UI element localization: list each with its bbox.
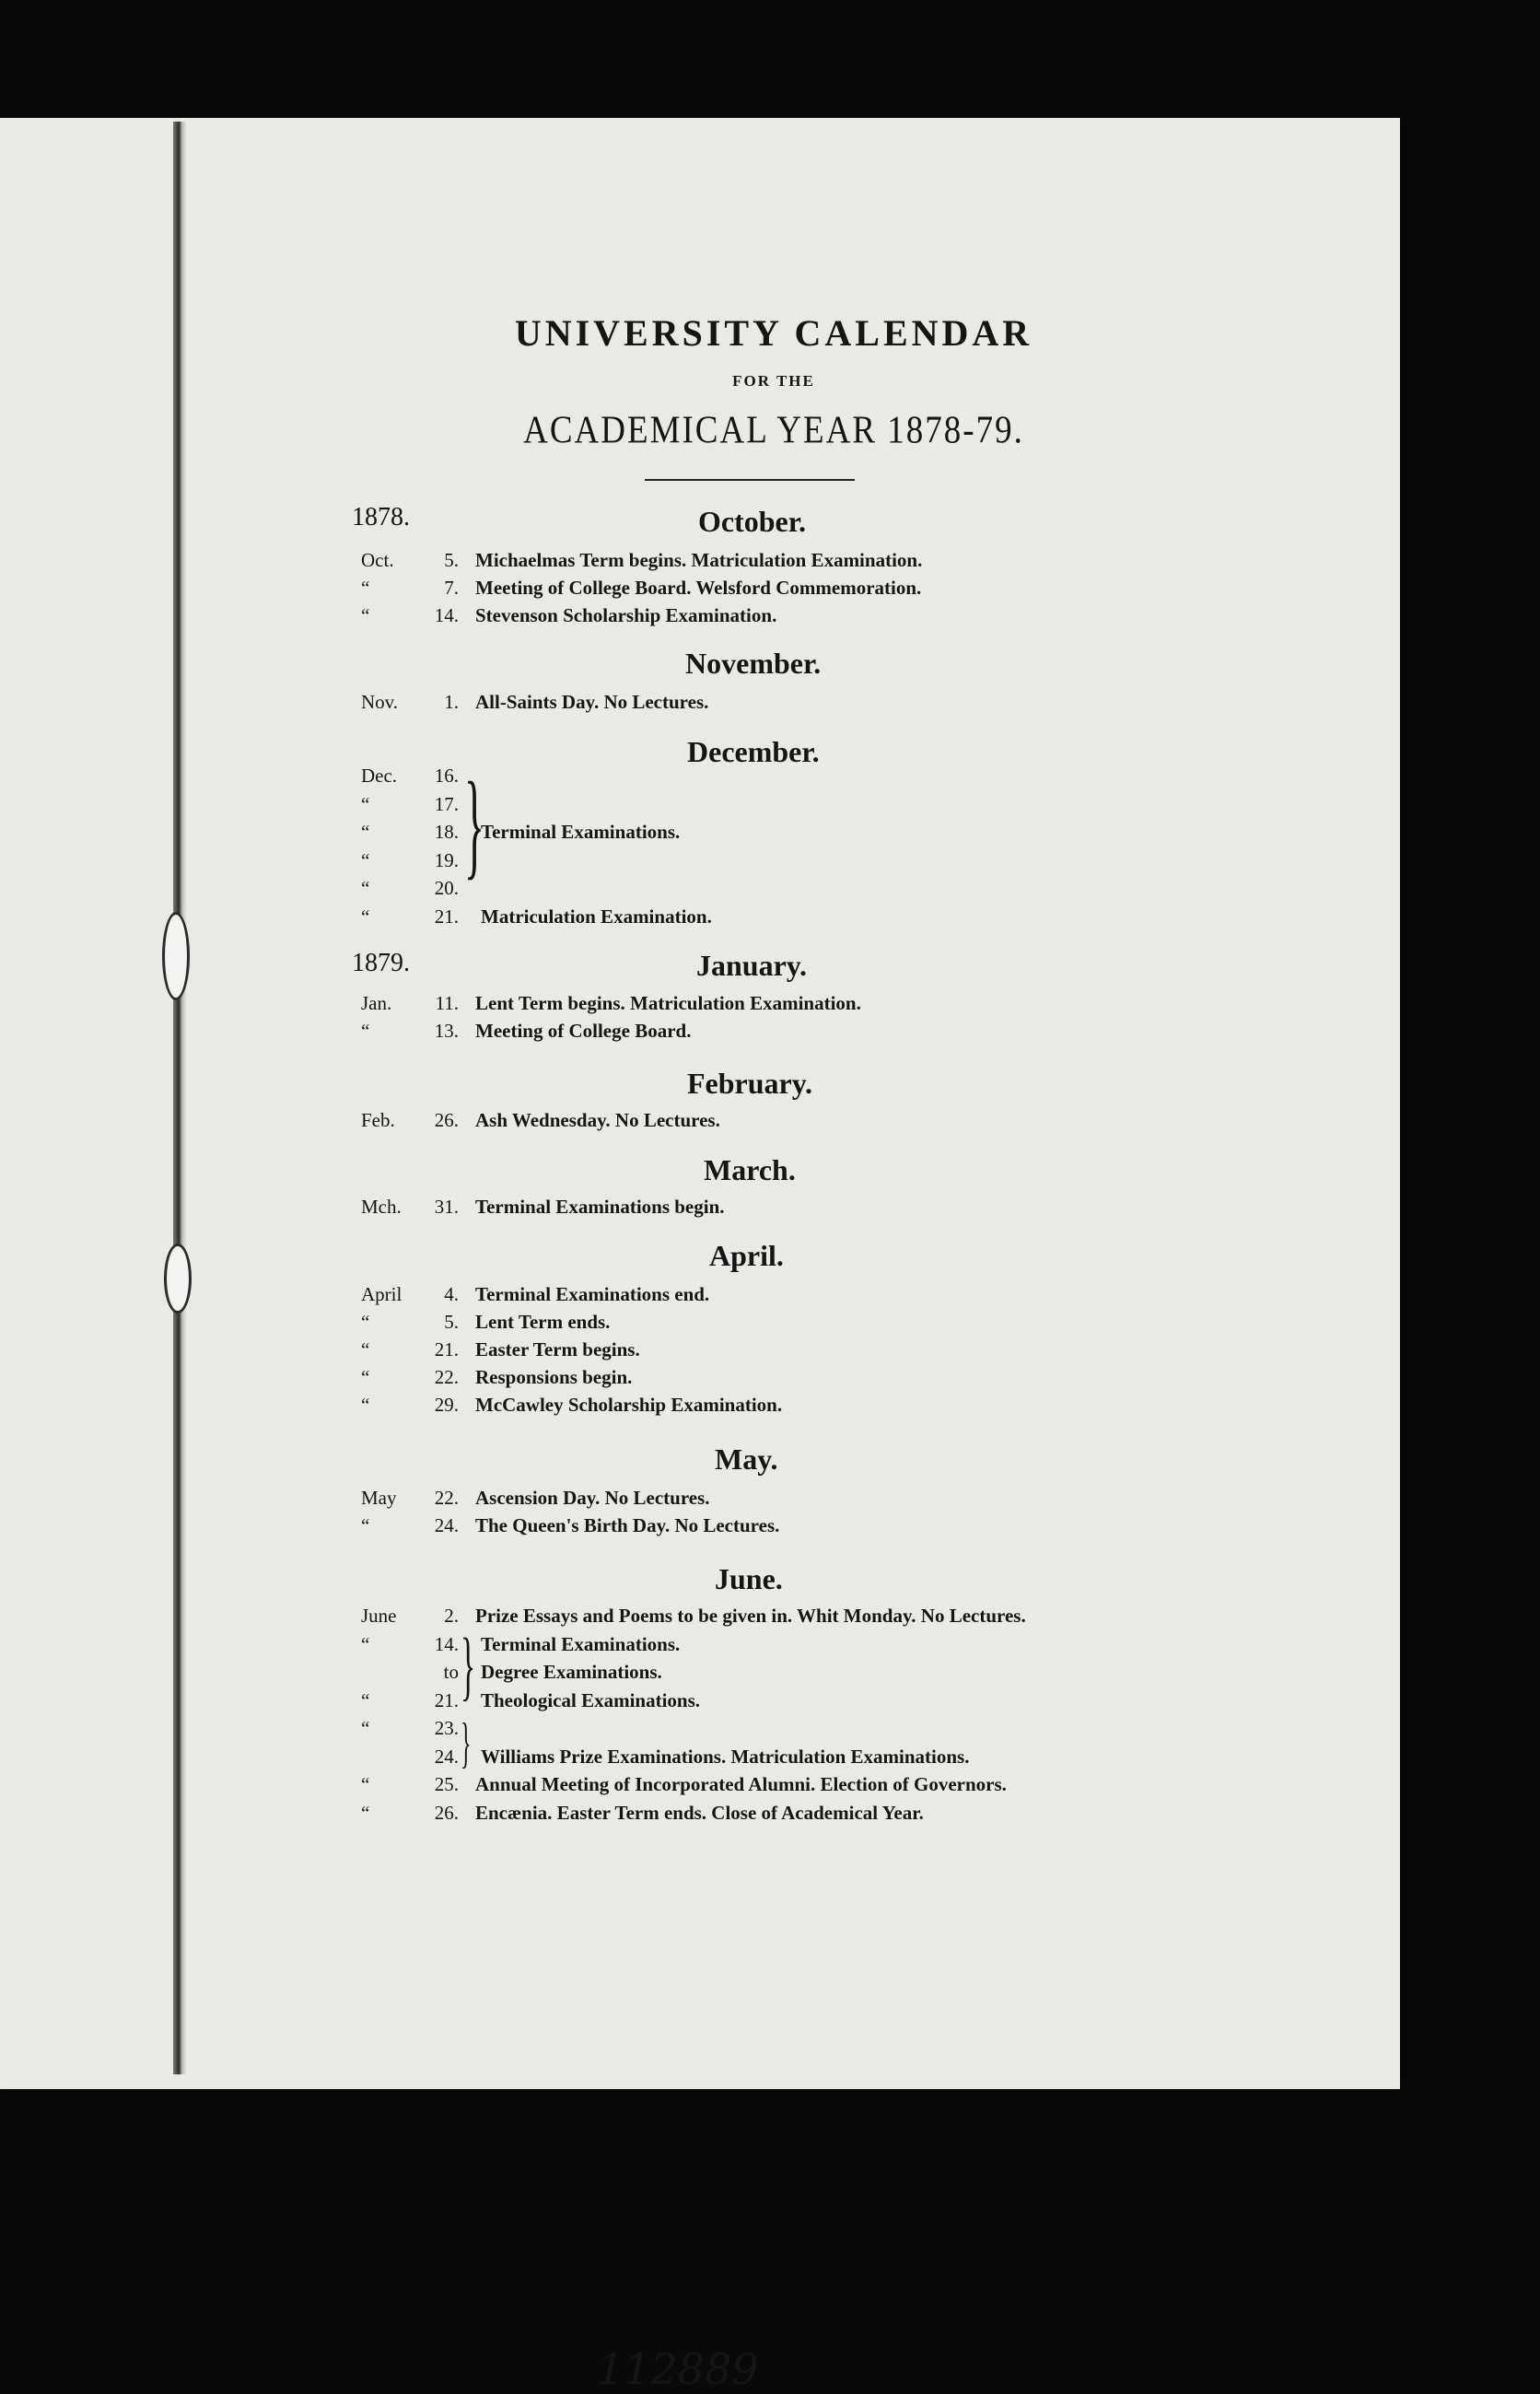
entry-day: 31. <box>434 1196 459 1218</box>
entry-day: 18. <box>434 821 459 843</box>
entry-month: “ <box>361 1801 370 1824</box>
june-brace-14-21: } <box>461 1623 476 1709</box>
entry-description: Ash Wednesday. No Lectures. <box>475 1109 720 1131</box>
entry-month: “ <box>361 905 370 928</box>
entry-day: to <box>443 1661 459 1683</box>
month-heading-april: April. <box>709 1239 784 1272</box>
entry-day: 21. <box>434 1338 459 1360</box>
entry-description: Meeting of College Board. <box>475 1020 692 1042</box>
entry-description: Degree Examinations. <box>481 1661 662 1683</box>
entry-month: “ <box>361 1311 370 1333</box>
entry-day: 5. <box>444 1311 459 1333</box>
month-heading-october: October. <box>698 505 807 538</box>
month-heading-june: June. <box>715 1562 783 1595</box>
entry-month: “ <box>361 1366 370 1388</box>
entry-day: 26. <box>434 1801 459 1824</box>
entry-day: 22. <box>434 1487 459 1509</box>
entry-month: “ <box>361 1394 370 1416</box>
entry-description: Stevenson Scholarship Examination. <box>475 604 777 626</box>
entry-day: 7. <box>444 577 459 599</box>
entry-month: “ <box>361 577 370 599</box>
entry-description: Prize Essays and Poems to be given in. Whit Monday. No Lectures. <box>475 1605 1026 1627</box>
entry-month: Feb. <box>361 1109 395 1131</box>
entry-description: Terminal Examinations. <box>481 821 681 843</box>
entry-description: Easter Term begins. <box>475 1338 640 1360</box>
entry-description: Matriculation Examination. <box>481 905 712 928</box>
entry-month: “ <box>361 604 370 626</box>
entry-day: 29. <box>434 1394 459 1416</box>
entry-month: June <box>361 1605 397 1627</box>
entry-description: Terminal Examinations end. <box>475 1283 710 1305</box>
entry-month: “ <box>361 1020 370 1042</box>
title-divider <box>645 479 855 481</box>
entry-description: Encænia. Easter Term ends. Close of Academical Year. <box>475 1801 924 1824</box>
month-heading-january: January. <box>696 949 808 982</box>
entry-month: April <box>361 1283 402 1305</box>
entry-description: Lent Term begins. Matriculation Examination. <box>475 992 861 1014</box>
entry-day: 11. <box>435 992 459 1014</box>
entry-day: 26. <box>434 1109 459 1131</box>
entry-description: McCawley Scholarship Examination. <box>475 1394 783 1416</box>
entry-description: All-Saints Day. No Lectures. <box>475 691 709 713</box>
entry-day: 24. <box>434 1514 459 1536</box>
entry-day: 13. <box>434 1020 459 1042</box>
entry-month: Mch. <box>361 1196 402 1218</box>
entry-day: 4. <box>444 1283 459 1305</box>
entry-day: 14. <box>434 604 459 626</box>
month-heading-november: November. <box>685 647 822 680</box>
academic-year-title: ACADEMICAL YEAR 1878-79. <box>523 408 1024 453</box>
entry-description: Ascension Day. No Lectures. <box>475 1487 710 1509</box>
entry-day: 20. <box>434 877 459 899</box>
year-label-1879: 1879. <box>352 949 410 977</box>
entry-day: 19. <box>434 848 459 871</box>
entry-month: “ <box>361 1514 370 1536</box>
month-heading-february: February. <box>687 1067 812 1100</box>
binding-stitch <box>164 1244 192 1314</box>
entry-description: The Queen's Birth Day. No Lectures. <box>475 1514 780 1536</box>
entry-description: Terminal Examinations. <box>481 1632 681 1655</box>
entry-day: 17. <box>434 792 459 815</box>
month-heading-december: December. <box>687 735 820 768</box>
entry-month: Nov. <box>361 691 399 713</box>
entry-description: Lent Term ends. <box>475 1311 611 1333</box>
entry-month: Dec. <box>361 765 398 787</box>
entry-description: Williams Prize Examinations. Matriculation Examinations. <box>481 1745 970 1768</box>
page-title: UNIVERSITY CALENDAR <box>514 312 1033 354</box>
entry-day: 14. <box>434 1632 459 1655</box>
entry-day: 24. <box>434 1745 459 1768</box>
entry-month: “ <box>361 1632 370 1655</box>
entry-month: “ <box>361 1717 370 1739</box>
entry-description: Michaelmas Term begins. Matriculation Examination. <box>475 549 923 571</box>
binding-stitch <box>162 912 190 1000</box>
entry-month: “ <box>361 1688 370 1711</box>
entry-description: Meeting of College Board. Welsford Commemoration. <box>475 577 922 599</box>
month-heading-may: May. <box>715 1442 778 1476</box>
handwritten-accession-number: 112889 <box>597 2344 759 2394</box>
year-label-1878: 1878. <box>352 503 410 531</box>
june-brace-23-24: } <box>461 1712 472 1773</box>
entry-day: 22. <box>434 1366 459 1388</box>
entry-month: “ <box>361 1338 370 1360</box>
entry-day: 2. <box>444 1605 459 1627</box>
entry-month: “ <box>361 877 370 899</box>
page-fold <box>173 122 186 2074</box>
entry-month: “ <box>361 1773 370 1795</box>
entry-description: Responsions begin. <box>475 1366 633 1388</box>
entry-day: 16. <box>434 765 459 787</box>
entry-month: Oct. <box>361 549 394 571</box>
entry-month: “ <box>361 848 370 871</box>
entry-month: Jan. <box>361 992 392 1014</box>
entry-day: 25. <box>434 1773 459 1795</box>
entry-month: “ <box>361 792 370 815</box>
entry-day: 23. <box>434 1717 459 1739</box>
entry-month: “ <box>361 821 370 843</box>
entry-description: Annual Meeting of Incorporated Alumni. Election of Governors. <box>475 1773 1007 1795</box>
month-heading-march: March. <box>704 1153 796 1186</box>
entry-day: 21. <box>434 1688 459 1711</box>
page-subtitle: FOR THE <box>732 372 815 390</box>
entry-day: 1. <box>444 691 459 713</box>
entry-description: Terminal Examinations begin. <box>475 1196 725 1218</box>
entry-day: 21. <box>434 905 459 928</box>
entry-month: May <box>361 1487 397 1509</box>
entry-description: Theological Examinations. <box>481 1688 701 1711</box>
entry-day: 5. <box>444 549 459 571</box>
december-brace: } <box>464 758 484 891</box>
